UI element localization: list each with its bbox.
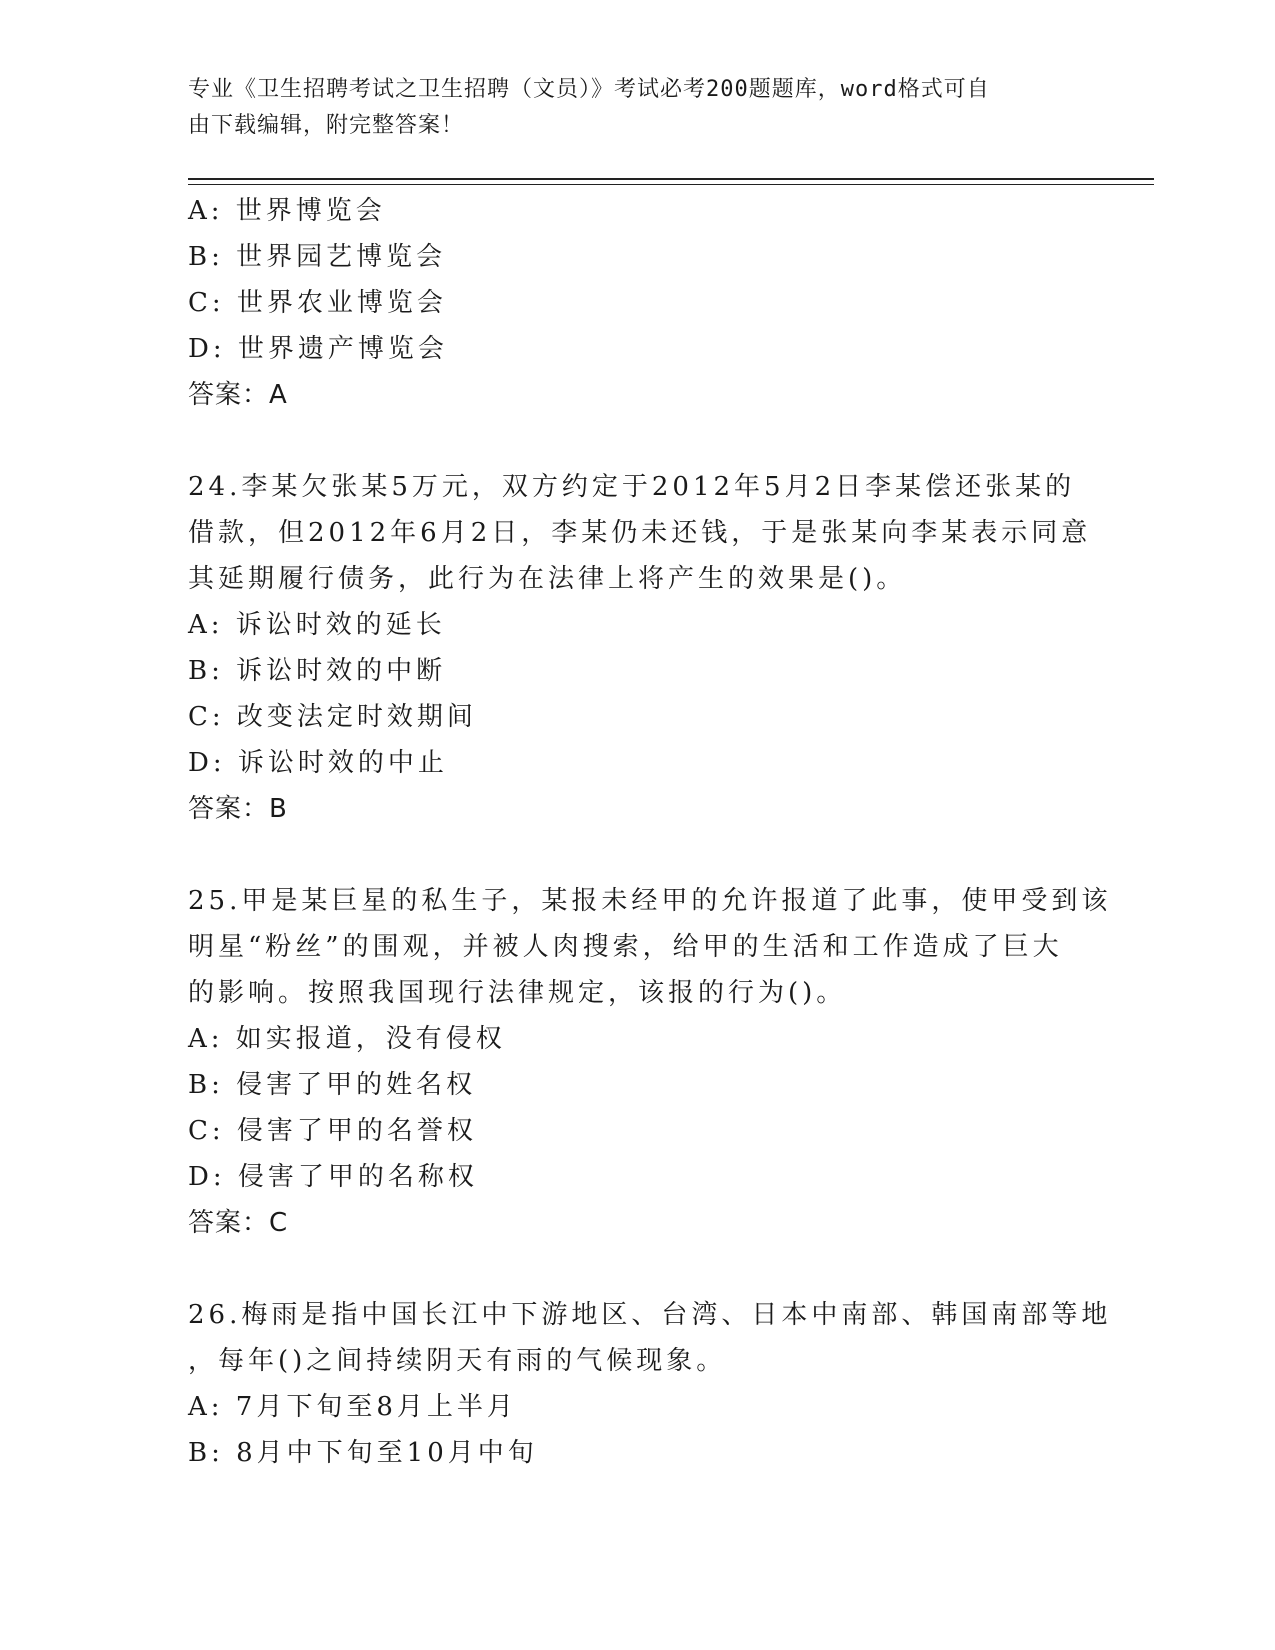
question-stem-line-2: 借款，但2012年6月2日，李某仍未还钱，于是张某向李某表示同意 xyxy=(188,518,1092,548)
question-stem-line-2: 明星“粉丝”的围观，并被人肉搜索，给甲的生活和工作造成了巨大 xyxy=(188,932,1063,962)
document-header xyxy=(188,72,1088,144)
option-b: B: 侵害了甲的姓名权 xyxy=(188,1070,477,1100)
option-d: D: 侵害了甲的名称权 xyxy=(188,1162,478,1192)
question-23 xyxy=(188,188,1088,418)
option-a: A: 诉讼时效的延长 xyxy=(188,610,446,640)
option-a: A: 世界博览会 xyxy=(188,196,386,226)
option-d: D: 世界遗产博览会 xyxy=(188,334,448,364)
answer-line: 答案：C xyxy=(188,1208,289,1238)
option-b: B: 世界园艺博览会 xyxy=(188,242,447,272)
option-b: B: 8月中下旬至10月中旬 xyxy=(188,1438,538,1468)
header-divider-thick xyxy=(188,178,1154,180)
question-stem-line-1: 24.李某欠张某5万元，双方约定于2012年5月2日李某偿还张某的 xyxy=(188,472,1076,502)
option-c: C: 侵害了甲的名誉权 xyxy=(188,1116,477,1146)
answer-line: 答案：B xyxy=(188,794,288,824)
option-c: C: 改变法定时效期间 xyxy=(188,702,477,732)
option-a: A: 如实报道，没有侵权 xyxy=(188,1024,506,1054)
question-25 xyxy=(188,878,1112,1246)
header-line-2: 由下载编辑，附完整答案！ xyxy=(188,113,465,138)
option-c: C: 世界农业博览会 xyxy=(188,288,447,318)
spacer xyxy=(188,1246,1088,1292)
question-stem-line-1: 25.甲是某巨星的私生子，某报未经甲的允许报道了此事，使甲受到该 xyxy=(188,886,1112,916)
header-divider-thin xyxy=(188,184,1154,185)
spacer xyxy=(188,832,1088,878)
question-24 xyxy=(188,464,1092,832)
option-d: D: 诉讼时效的中止 xyxy=(188,748,448,778)
spacer xyxy=(188,418,1088,464)
option-b: B: 诉讼时效的中断 xyxy=(188,656,447,686)
question-stem-line-3: 其延期履行债务，此行为在法律上将产生的效果是()。 xyxy=(188,564,907,594)
question-stem-line-1: 26.梅雨是指中国长江中下游地区、台湾、日本中南部、韩国南部等地 xyxy=(188,1300,1112,1330)
question-stem-line-3: 的影响。按照我国现行法律规定，该报的行为()。 xyxy=(188,978,847,1008)
header-line-1: 专业《卫生招聘考试之卫生招聘（文员）》考试必考200题题库，word格式可自 xyxy=(188,77,990,102)
answer-line: 答案：A xyxy=(188,380,288,410)
question-stem-line-2: ，每年()之间持续阴天有雨的气候现象。 xyxy=(188,1346,727,1376)
option-a: A: 7月下旬至8月上半月 xyxy=(188,1392,517,1422)
question-26 xyxy=(188,1292,1112,1476)
question-list xyxy=(188,188,1112,1476)
